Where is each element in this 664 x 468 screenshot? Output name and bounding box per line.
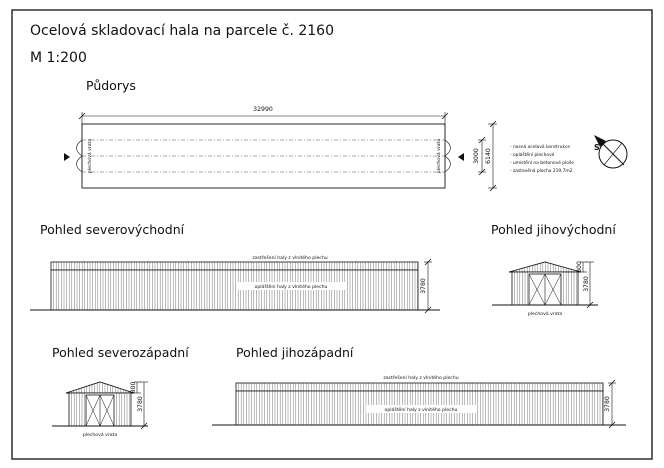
view-ne-wall-ribs (54, 270, 418, 310)
legend-item: - nosná ocelová konstrukce (510, 145, 571, 150)
plan-length-dimension (79, 106, 448, 126)
plan-entry-arrow-left (64, 153, 70, 161)
view-northwest (52, 345, 189, 438)
view-se-roof (509, 262, 581, 272)
view-ne-height-dim: 3780 (420, 278, 427, 294)
plan-label: Půdorys (86, 78, 136, 93)
view-sw-roof-label: zastřešení haly z vlnitého plechu (383, 376, 459, 381)
plan-gate-label-left: plechová vrata (88, 138, 93, 174)
view-sw-roof-ribs (239, 383, 603, 391)
view-se-gate (529, 274, 561, 305)
view-nw-roof-height-dim: 800 (130, 381, 137, 394)
legend-item: - opláštění plechové (510, 153, 555, 158)
view-nw-dimensions (130, 382, 148, 429)
plan-width-dim-outer: 6140 (485, 148, 492, 164)
view-se-roof-height-dim: 800 (576, 261, 583, 273)
view-nw-gate-label: plechová vrata (82, 433, 118, 438)
drawing-title: Ocelová skladovací hala na parcele č. 2160 (30, 23, 335, 39)
drawing-scale: M 1:200 (30, 50, 87, 66)
legend-item: - umístění na betonové ploše (510, 161, 574, 166)
view-nw-gate (86, 395, 114, 426)
view-southeast (491, 222, 616, 317)
plan-length-dim: 32990 (253, 106, 273, 113)
north-arrow-icon (594, 135, 627, 168)
view-nw-label: Pohled severozápadní (52, 345, 189, 360)
view-ne-roof-ribs (54, 262, 418, 270)
view-ne-roof-label: zastřešení haly z vlnitého plechu (252, 256, 328, 261)
view-se-height-dim: 3780 (583, 276, 590, 292)
floor-plan (64, 78, 627, 191)
plan-width-dim-inner: 3000 (473, 148, 480, 164)
north-letter: S (594, 143, 600, 152)
view-nw-height-dim: 3780 (137, 396, 144, 412)
view-southwest (212, 345, 626, 428)
plan-width-dimensions (473, 121, 497, 191)
view-sw-wall-label: opláštění haly z vlnitého plechu (384, 408, 458, 413)
plan-gate-right (445, 140, 451, 156)
view-nw-roof (66, 382, 134, 393)
view-se-gate-label: plechová vrata (527, 312, 563, 317)
view-northeast (30, 222, 440, 313)
view-ne-wall-label: opláštění haly z vlnitého plechu (254, 285, 328, 290)
view-ne-height-dimension (420, 259, 432, 313)
view-se-dimensions (576, 261, 594, 308)
legend-item: - zastavěná plocha 219,7m2 (510, 169, 573, 174)
legend (510, 143, 574, 174)
plan-gate-left (77, 140, 83, 156)
view-sw-label: Pohled jihozápadní (236, 345, 354, 360)
view-se-label: Pohled jihovýchodní (491, 222, 616, 237)
view-ne-label: Pohled severovýchodní (40, 222, 185, 237)
plan-entry-arrow-right (458, 153, 464, 161)
plan-gate-label-right: plechová vrata (437, 138, 442, 174)
view-sw-height-dimension (604, 380, 616, 428)
view-sw-height-dim: 3780 (604, 396, 611, 412)
